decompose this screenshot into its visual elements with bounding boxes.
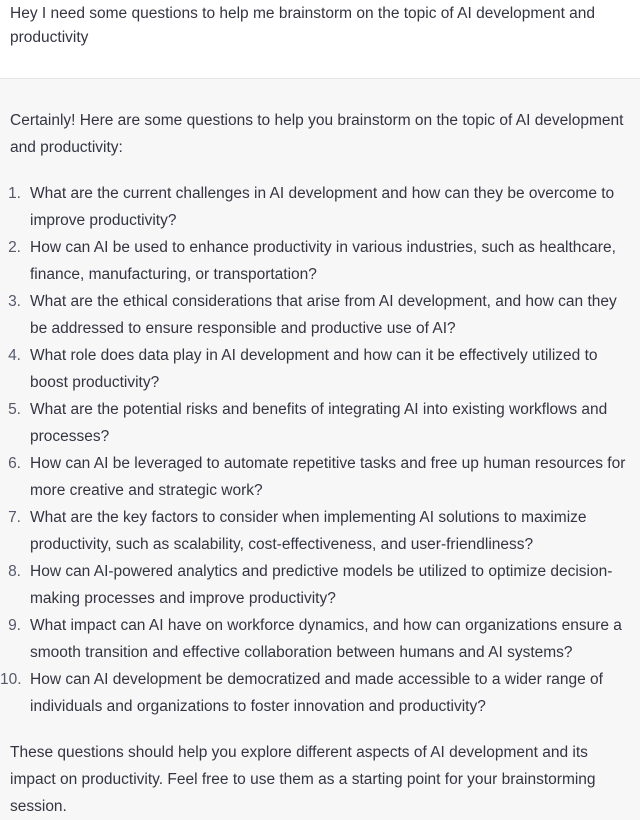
list-item-number: 10. — [0, 671, 22, 688]
list-item-number: 1. — [8, 185, 21, 202]
list-item-text: What are the key factors to consider when implementing AI solutions to maximize productivity, such as scalability, cost-effectiveness, and user-friendliness? — [30, 509, 587, 553]
assistant-intro: Certainly! Here are some questions to help you brainstorm on the topic of AI development and productivity: — [10, 112, 624, 156]
list-item — [10, 450, 630, 504]
list-item — [10, 180, 630, 234]
list-item — [10, 234, 630, 288]
list-item-text: What are the ethical considerations that arise from AI development, and how can they be addressed to ensure responsible and productive use of AI? — [30, 293, 617, 337]
list-item-number: 6. — [8, 455, 21, 472]
user-message — [0, 0, 640, 79]
list-item-text: What are the potential risks and benefits of integrating AI into existing workflows and processes? — [30, 401, 608, 445]
list-item-text: What role does data play in AI development and how can it be effectively utilized to boost productivity? — [30, 347, 598, 391]
list-item-number: 2. — [8, 239, 21, 256]
list-item — [10, 396, 630, 450]
list-item-number: 3. — [8, 293, 21, 310]
assistant-closing: These questions should help you explore different aspects of AI development and its impact on productivity. Feel free to use them as a starting point for your brainstorming session. — [10, 744, 596, 815]
list-item-number: 4. — [8, 347, 21, 364]
list-item — [0, 666, 630, 720]
list-item-text: How can AI be leveraged to automate repetitive tasks and free up human resources for more creative and strategic work? — [30, 455, 626, 499]
list-item-number: 8. — [8, 563, 21, 580]
list-item-text: What impact can AI have on workforce dynamics, and how can organizations ensure a smooth transition and effective collaboration between humans and AI systems? — [30, 617, 622, 661]
list-item — [10, 342, 630, 396]
list-item-text: What are the current challenges in AI development and how can they be overcome to improve productivity? — [30, 185, 615, 229]
assistant-message — [0, 79, 640, 820]
list-item-number: 5. — [8, 401, 21, 418]
list-item — [10, 504, 630, 558]
list-item-text: How can AI be used to enhance productivity in various industries, such as healthcare, finance, manufacturing, or transportation? — [30, 239, 616, 283]
user-message-text: Hey I need some questions to help me brainstorm on the topic of AI development and productivity — [10, 5, 596, 46]
list-item-text: How can AI development be democratized and made accessible to a wider range of individuals and organizations to foster innovation and productivity? — [30, 671, 603, 715]
list-item-number: 9. — [8, 617, 21, 634]
list-item-number: 7. — [8, 509, 21, 526]
list-item-text: How can AI-powered analytics and predictive models be utilized to optimize decision-making processes and improve productivity? — [30, 563, 613, 607]
list-item — [10, 558, 630, 612]
question-list — [0, 180, 630, 720]
list-item — [10, 288, 630, 342]
list-item — [10, 612, 630, 666]
